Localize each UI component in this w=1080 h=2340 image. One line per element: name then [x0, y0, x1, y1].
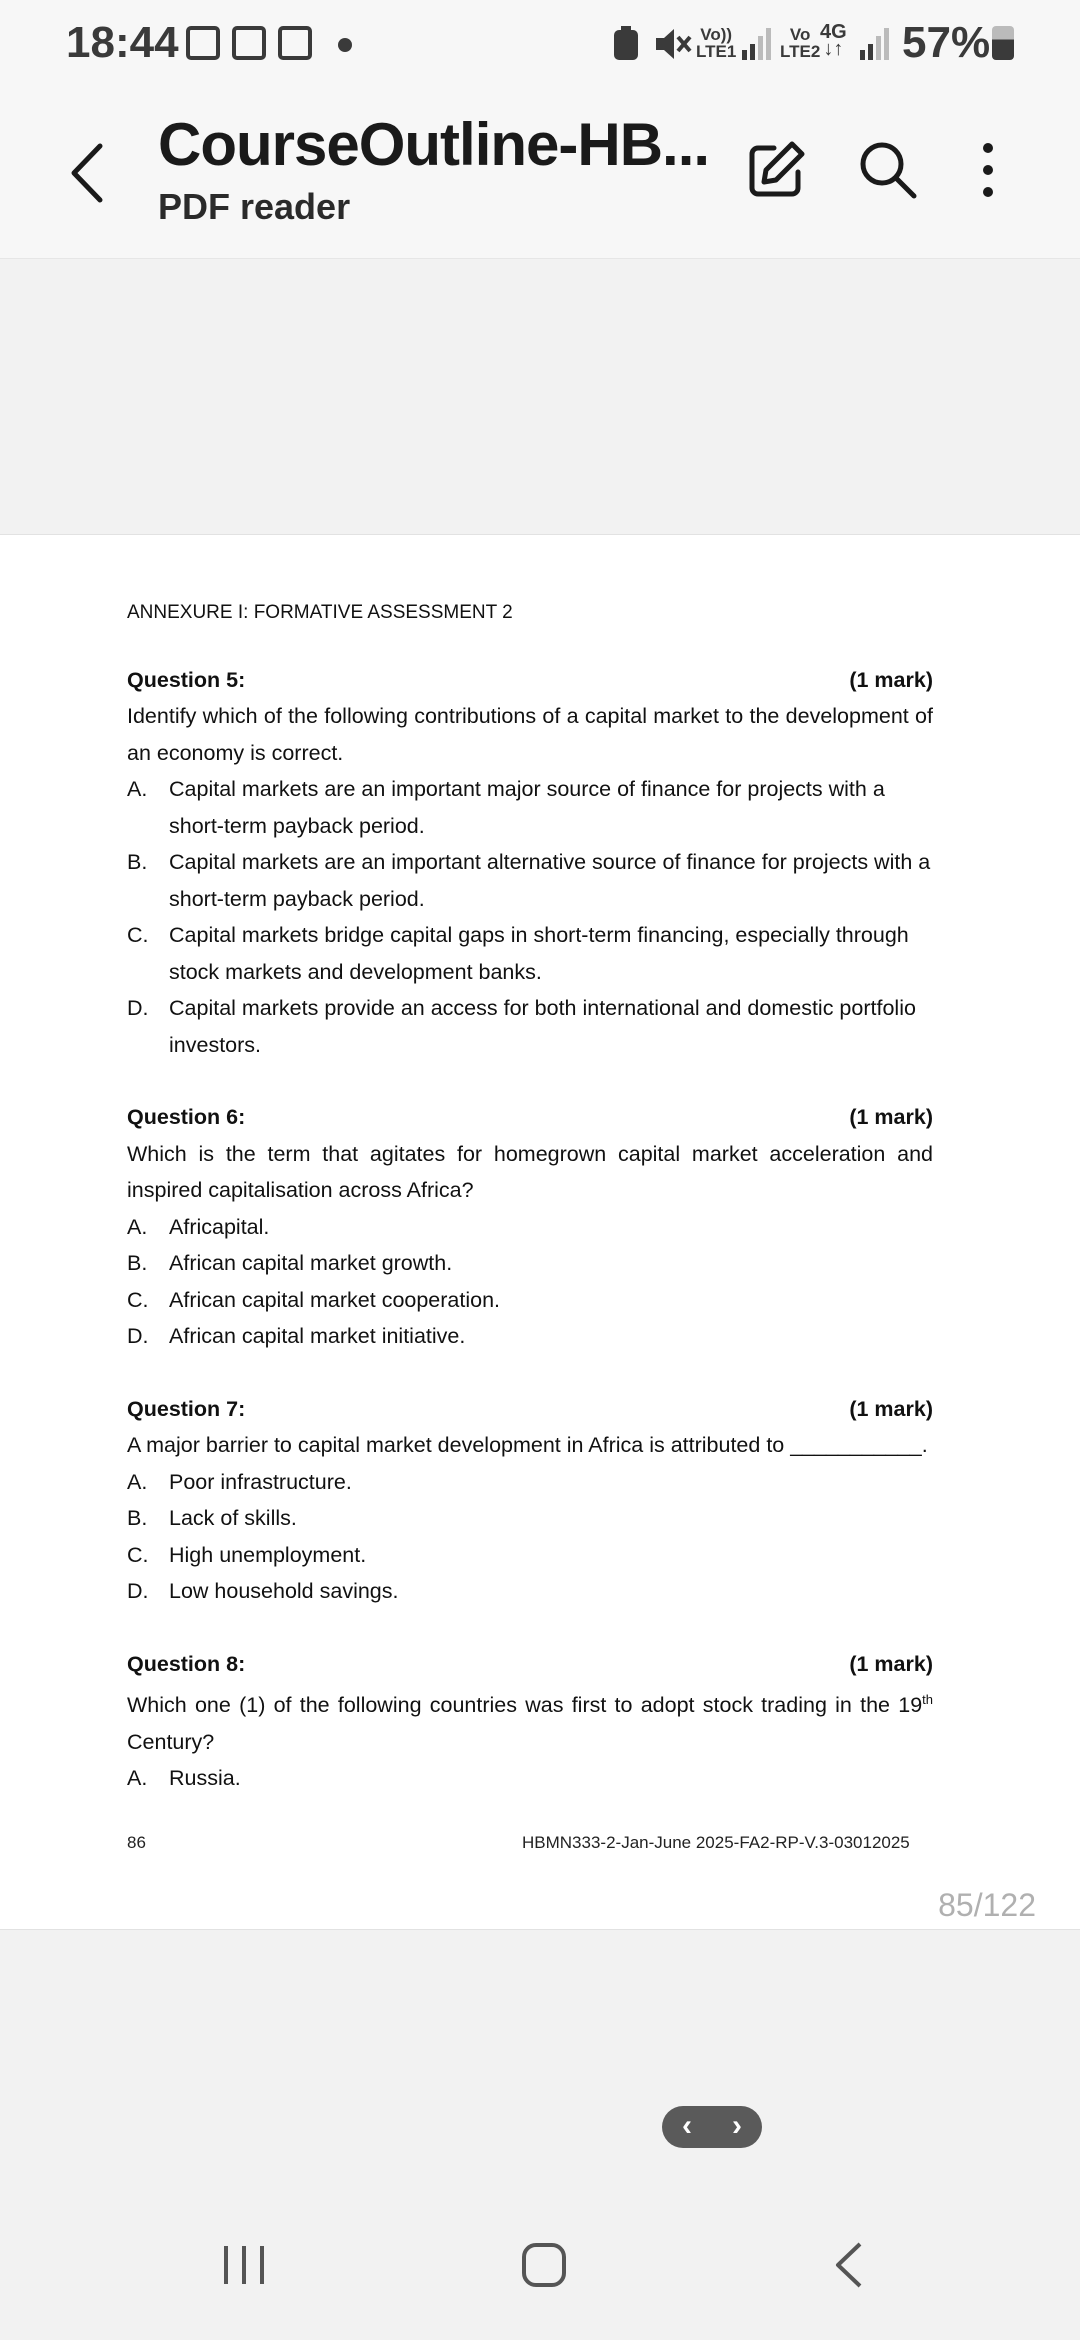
question-block [127, 1646, 933, 1797]
app-bar [0, 86, 1080, 258]
option-item: A. Africapital. [127, 1214, 270, 1239]
notification-dot-icon [338, 38, 352, 52]
calendar-icon [278, 26, 312, 60]
system-navigation-bar [0, 2200, 1080, 2340]
document-title: CourseOutline-HB... [158, 111, 710, 178]
question-marks: (1 mark) [849, 1651, 933, 1676]
app-subtitle: PDF reader [158, 186, 351, 227]
back-arrow-icon[interactable] [66, 138, 116, 208]
option-item: A. Poor infrastructure. [127, 1469, 352, 1494]
question-block [127, 662, 933, 1064]
battery-percentage: 57% [902, 18, 991, 67]
option-item: A. Russia. [127, 1766, 241, 1791]
signal-icon [742, 28, 772, 60]
question-label: Question 8: [127, 1651, 246, 1676]
page-navigation [662, 2106, 762, 2148]
page-content [127, 595, 933, 1833]
annex-title: ANNEXURE I: FORMATIVE ASSESSMENT 2 [127, 602, 513, 623]
search-icon[interactable] [856, 138, 920, 202]
option-item: D. Capital markets provide an access for both international and domestic portfolio investors. [127, 996, 916, 1057]
option-item: D. Low household savings. [127, 1579, 399, 1603]
mute-icon [652, 24, 692, 64]
question-text: Identify which of the following contributions of a capital market to the development of an economy is correct. [127, 704, 933, 765]
question-block [127, 1391, 933, 1610]
status-time: 18:44 [66, 18, 179, 67]
question-text: Which one (1) of the following countries was first to adopt stock trading in the 19th Century? [127, 1692, 933, 1754]
status-bar [0, 0, 1080, 86]
home-icon[interactable] [520, 2240, 568, 2290]
option-item: B. Lack of skills. [127, 1506, 297, 1530]
lte2-indicator: Vo LTE2 [780, 25, 821, 61]
question-marks: (1 mark) [849, 1105, 933, 1129]
question-label: Question 6: [127, 1105, 246, 1129]
recent-apps-icon[interactable] [220, 2240, 268, 2290]
option-item: A. Capital markets are an important major source of finance for projects with a short-term payback period. [127, 777, 885, 838]
calendar-icon [232, 26, 266, 60]
gallery-icon [186, 26, 220, 60]
lte1-indicator: Vo)) LTE1 [696, 25, 737, 61]
option-item: B. Capital markets are an important alternative source of finance for projects with a short-term payback period. [127, 850, 931, 911]
question-label: Question 5: [127, 667, 246, 692]
sync-icon [612, 26, 642, 62]
question-label: Question 7: [127, 1396, 246, 1421]
edit-icon[interactable] [744, 138, 808, 202]
option-item: D. African capital market initiative. [127, 1324, 466, 1348]
question-marks: (1 mark) [849, 667, 933, 692]
back-nav-icon[interactable] [830, 2240, 870, 2290]
page-gap [0, 258, 1080, 534]
option-item: C. African capital market cooperation. [127, 1287, 501, 1312]
next-page-button[interactable]: › [732, 2109, 742, 2142]
battery-icon [992, 26, 1014, 60]
question-text: Which is the term that agitates for homegrown capital market acceleration and inspired capitalisation across Africa? [127, 1141, 933, 1202]
option-item: B. African capital market growth. [127, 1251, 453, 1275]
option-item: C. High unemployment. [127, 1542, 367, 1567]
footer-document-code: HBMN333-2-Jan-June 2025-FA2-RP-V.3-03012025 [522, 1833, 910, 1852]
question-block [127, 1099, 933, 1355]
signal-icon [860, 28, 890, 60]
page-indicator: 85/122 [938, 1887, 1036, 1923]
question-marks: (1 mark) [849, 1396, 933, 1421]
option-item: C. Capital markets bridge capital gaps in short-term financing, especially through stock markets and development banks. [127, 923, 909, 984]
4g-indicator: 4G ↓↑ [820, 21, 847, 60]
footer-page-number: 86 [127, 1833, 146, 1852]
pdf-page[interactable] [0, 534, 1080, 1930]
more-options-icon[interactable] [958, 138, 1018, 202]
question-text: A major barrier to capital market development in Africa is attributed to ___________. [127, 1433, 928, 1457]
previous-page-button[interactable]: ‹ [682, 2109, 692, 2142]
